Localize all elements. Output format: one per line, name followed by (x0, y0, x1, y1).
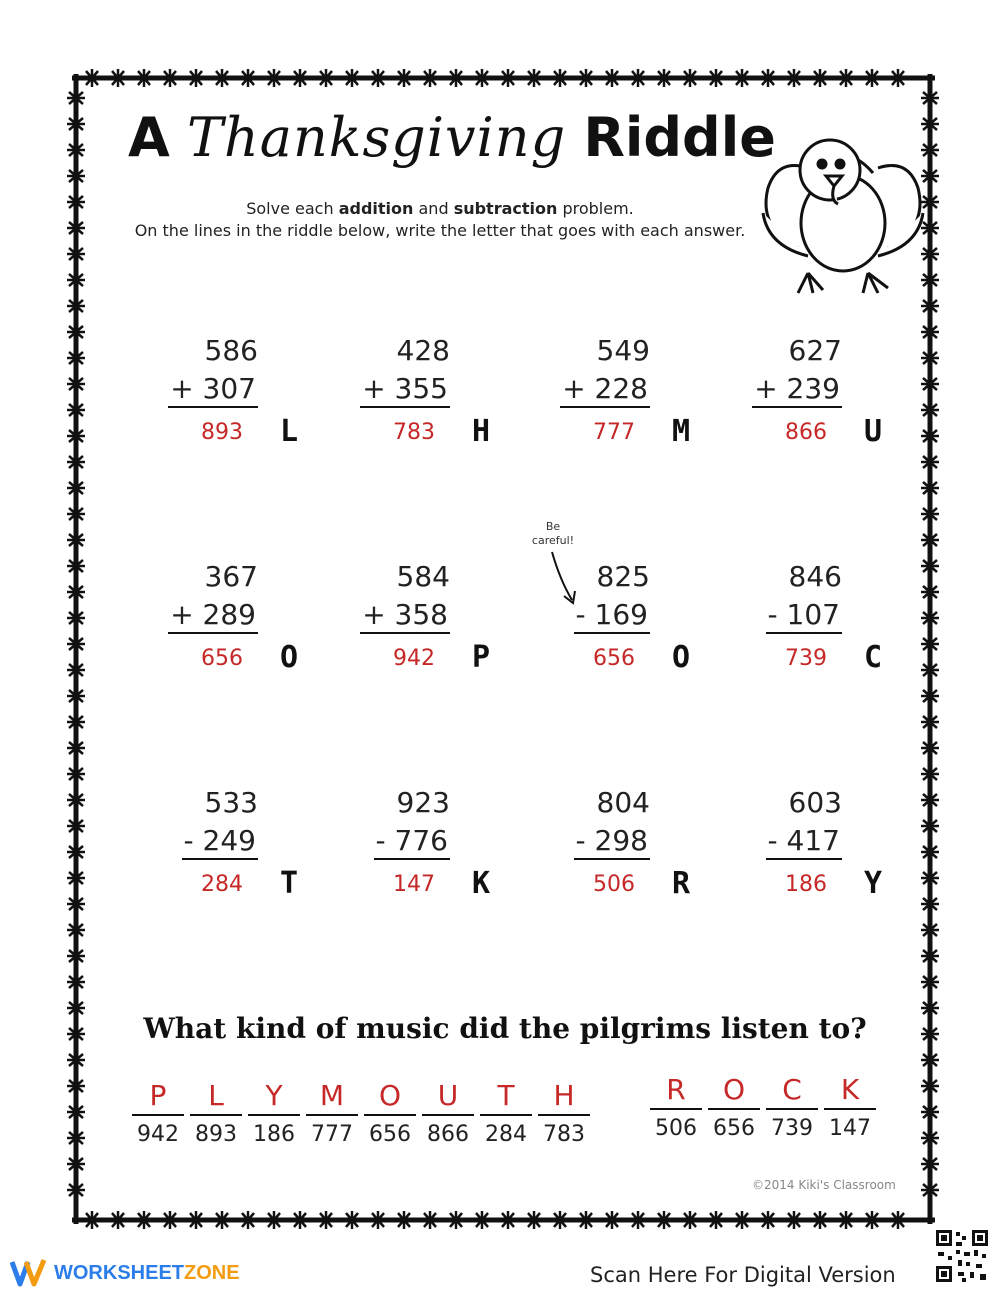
problem-bottom-number: - 298 (574, 824, 650, 860)
problem-answer: 777 (593, 420, 635, 445)
answer-blank-letter: L (190, 1078, 242, 1116)
problem-letter: M (671, 414, 690, 449)
instructions-addition: addition (338, 199, 414, 218)
answer-blank[interactable] (766, 1072, 818, 1144)
answer-blank[interactable] (364, 1078, 416, 1150)
answer-blank-letter: R (650, 1072, 702, 1110)
answer-blank-number: 656 (369, 1122, 411, 1147)
problem-top-number: 533 (204, 786, 258, 819)
problem-answer: 739 (785, 646, 827, 671)
problem-top-number: 923 (396, 786, 450, 819)
copyright: ©2014 Kiki's Classroom (752, 1178, 896, 1192)
answer-blank-number: 866 (427, 1122, 469, 1147)
answer-blank-letter: K (824, 1072, 876, 1110)
problem-top-number: 428 (396, 334, 450, 367)
instructions-text: Solve each (246, 199, 339, 218)
problem-top-number: 603 (788, 786, 842, 819)
answer-blank-letter: H (538, 1078, 590, 1116)
answer-blank[interactable] (306, 1078, 358, 1150)
answer-blank-number: 284 (485, 1122, 527, 1147)
problem-letter: O (279, 640, 298, 675)
problem-bottom-number: - 249 (182, 824, 258, 860)
worksheet-zone-logo-icon (10, 1258, 48, 1288)
brand-accent: ZONE (184, 1261, 240, 1284)
answer-blank-number: 942 (137, 1122, 179, 1147)
answer-blank-number: 147 (829, 1116, 871, 1141)
answer-blank[interactable] (190, 1078, 242, 1150)
answer-blank[interactable] (248, 1078, 300, 1150)
problem-bottom-number: - 417 (766, 824, 842, 860)
answer-blank-letter: O (364, 1078, 416, 1116)
problem-answer: 186 (785, 872, 827, 897)
problem-answer: 147 (393, 872, 435, 897)
answer-blank[interactable] (650, 1072, 702, 1144)
problem-answer: 284 (201, 872, 243, 897)
answer-blank-letter: U (422, 1078, 474, 1116)
problem-bottom-number: + 358 (360, 598, 450, 634)
answer-blank-number: 893 (195, 1122, 237, 1147)
problem-letter: H (471, 414, 490, 449)
problem-answer: 656 (593, 646, 635, 671)
answer-blank-letter: T (480, 1078, 532, 1116)
title-a: A (128, 106, 170, 169)
answer-blank-number: 186 (253, 1122, 295, 1147)
answer-blank-number: 739 (771, 1116, 813, 1141)
answer-blank[interactable] (132, 1078, 184, 1150)
problem-bottom-number: - 776 (374, 824, 450, 860)
answer-blank-letter: C (766, 1072, 818, 1110)
problem-top-number: 549 (596, 334, 650, 367)
problem-answer: 783 (393, 420, 435, 445)
problem-answer: 942 (393, 646, 435, 671)
problem-letter: T (279, 866, 298, 901)
scan-digital-version-text: Scan Here For Digital Version (590, 1263, 896, 1287)
problem-top-number: 627 (788, 334, 842, 367)
answer-blank-number: 777 (311, 1122, 353, 1147)
answer-blank-number: 656 (713, 1116, 755, 1141)
problem-bottom-number: - 107 (766, 598, 842, 634)
instructions-subtraction: subtraction (453, 199, 558, 218)
problem-letter: C (863, 640, 882, 675)
qr-code-icon[interactable] (934, 1228, 990, 1284)
answer-blank[interactable] (708, 1072, 760, 1144)
problem-letter: R (671, 866, 690, 901)
problem-top-number: 584 (396, 560, 450, 593)
problem-bottom-number: + 289 (168, 598, 258, 634)
problem-bottom-number: + 307 (168, 372, 258, 408)
problem-letter: U (863, 414, 882, 449)
problem-letter: P (471, 640, 490, 675)
instructions-text: problem. (557, 199, 634, 218)
answer-blank-letter: O (708, 1072, 760, 1110)
answer-blank-letter: M (306, 1078, 358, 1116)
brand-main: WORKSHEET (54, 1261, 184, 1284)
answer-blank-number: 506 (655, 1116, 697, 1141)
worksheet-zone-logo[interactable] (10, 1258, 240, 1288)
riddle-question: What kind of music did the pilgrims listen to? (143, 1012, 867, 1045)
problem-bottom-number: - 169 (574, 598, 650, 634)
problem-answer: 506 (593, 872, 635, 897)
answer-blank-number: 783 (543, 1122, 585, 1147)
brand-name (54, 1262, 240, 1285)
problem-bottom-number: + 228 (560, 372, 650, 408)
problem-answer: 893 (201, 420, 243, 445)
answer-blank[interactable] (824, 1072, 876, 1144)
problem-top-number: 846 (788, 560, 842, 593)
title-riddle: Riddle (583, 106, 776, 169)
answer-blank[interactable] (422, 1078, 474, 1150)
problem-top-number: 825 (596, 560, 650, 593)
problem-bottom-number: + 239 (752, 372, 842, 408)
problem-letter: L (279, 414, 298, 449)
problem-answer: 866 (785, 420, 827, 445)
problem-top-number: 367 (204, 560, 258, 593)
answer-blank[interactable] (538, 1078, 590, 1150)
instructions-line-2: On the lines in the riddle below, write the letter that goes with each answer. (134, 221, 746, 240)
problem-bottom-number: + 355 (360, 372, 450, 408)
title-thanksgiving: Thanksgiving (186, 106, 567, 169)
answer-blank-letter: Y (248, 1078, 300, 1116)
be-careful-note: Be careful! (531, 520, 575, 547)
problem-top-number: 804 (596, 786, 650, 819)
answer-blank[interactable] (480, 1078, 532, 1150)
problem-top-number: 586 (204, 334, 258, 367)
problem-answer: 656 (201, 646, 243, 671)
problem-letter: Y (863, 866, 882, 901)
problem-letter: K (471, 866, 490, 901)
problem-letter: O (671, 640, 690, 675)
instructions-text: and (413, 199, 454, 218)
answer-blank-letter: P (132, 1078, 184, 1116)
